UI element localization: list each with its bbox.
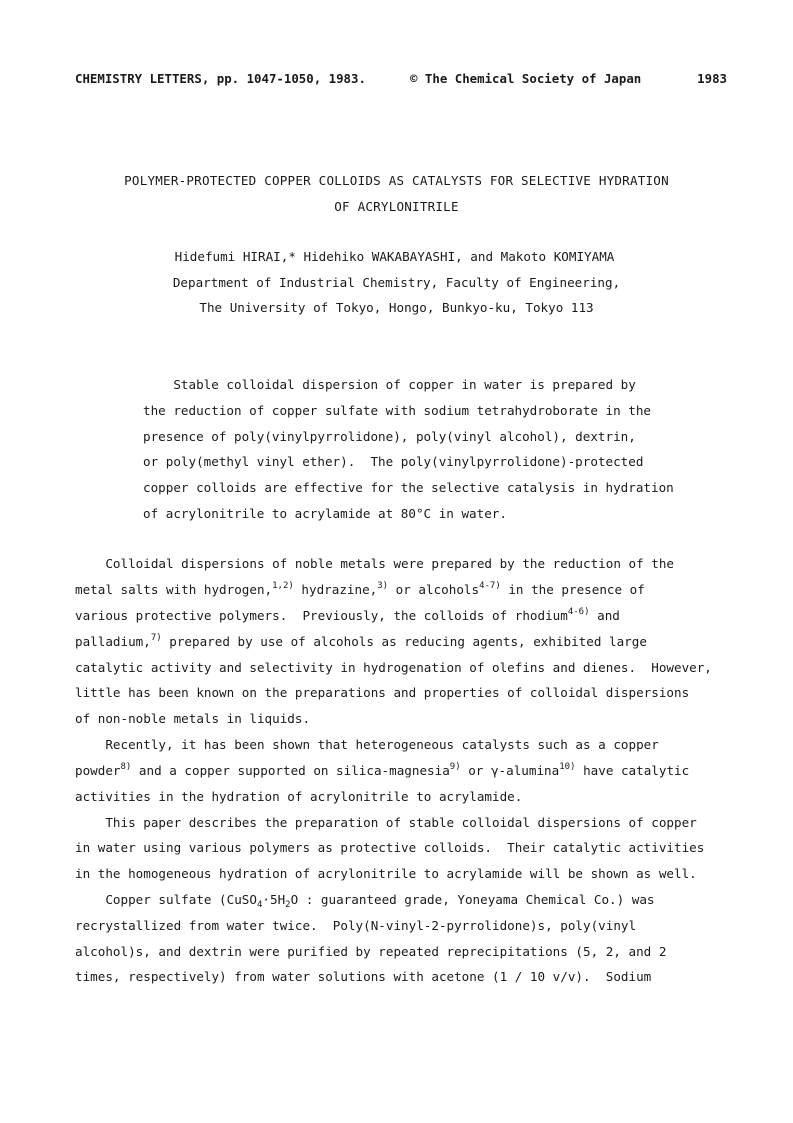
citation-superscript: 8)	[120, 762, 132, 772]
journal-citation: CHEMISTRY LETTERS, pp. 1047-1050, 1983.	[75, 71, 366, 86]
body-line: catalytic activity and selectivity in hydrogenation of olefins and dienes. However,	[75, 660, 712, 675]
citation-superscript: 4-7)	[479, 581, 501, 591]
abstract-line: of acrylonitrile to acrylamide at 80°C in water.	[143, 506, 507, 521]
copyright-notice: © The Chemical Society of Japan	[410, 71, 642, 86]
paper-title-line-1: POLYMER-PROTECTED COPPER COLLOIDS AS CATALYSTS FOR SELECTIVE HYDRATION	[124, 173, 669, 188]
citation-superscript: 4-6)	[567, 607, 590, 617]
abstract-line: presence of poly(vinylpyrrolidone), poly(vinyl alcohol), dextrin,	[143, 429, 636, 444]
abstract-line: Stable colloidal dispersion of copper in water is prepared by	[143, 377, 636, 392]
abstract-line: or poly(methyl vinyl ether). The poly(vinylpyrrolidone)-protected	[143, 454, 644, 469]
body-line: little has been known on the preparations and properties of colloidal dispersions	[75, 685, 690, 700]
citation-superscript: 10)	[559, 762, 576, 772]
body-line: activities in the hydration of acrylonitrile to acrylamide.	[75, 789, 523, 804]
body-line: This paper describes the preparation of stable colloidal dispersions of copper	[75, 815, 697, 830]
body-line: Recently, it has been shown that heterogeneous catalysts such as a copper	[75, 737, 659, 752]
subscript: 4	[256, 900, 263, 910]
subscript: 2	[285, 900, 291, 910]
abstract-line: copper colloids are effective for the selective catalysis in hydration	[143, 480, 674, 495]
affiliation-line-1: Department of Industrial Chemistry, Faculty of Engineering,	[172, 275, 621, 290]
author-list: Hidefumi HIRAI,* Hidehiko WAKABAYASHI, and Makoto KOMIYAMA	[174, 249, 615, 264]
body-line: in the homogeneous hydration of acrylonitrile to acrylamide will be shown as well.	[75, 866, 697, 881]
header-year: 1983	[697, 71, 727, 86]
citation-superscript: 3)	[377, 581, 389, 591]
body-line: powder$^{8)}$ and a copper supported on silica-magnesia$^{9)}$ or γ-alumina$^{10)}$ have catalytic	[75, 762, 690, 778]
body-line: Colloidal dispersions of noble metals were prepared by the reduction of the	[75, 556, 674, 571]
body-line: Copper sulfate ($CuSO_4\cdot 5H_2O$ : guaranteed grade, Yoneyama Chemical Co.) was	[75, 892, 655, 910]
citation-superscript: 1,2)	[272, 581, 294, 591]
body-line: in water using various polymers as protective colloids. Their catalytic activities	[75, 840, 705, 855]
paper-title-line-2: OF ACRYLONITRILE	[334, 199, 459, 214]
citation-superscript: 7)	[150, 633, 162, 643]
affiliation-line-2: The University of Tokyo, Hongo, Bunkyo-ku, Tokyo 113	[199, 300, 594, 315]
body-line: times, respectively) from water solutions with acetone (1 / 10 v/v). Sodium	[75, 969, 652, 984]
body-line: various protective polymers. Previously, the colloids of rhodium$^{4-6)}$ and	[75, 607, 620, 623]
body-line: alcohol)s, and dextrin were purified by repeated reprecipitations (5, 2, and 2	[75, 944, 667, 959]
body-line: palladium,$^{7)}$ prepared by use of alcohols as reducing agents, exhibited large	[75, 633, 647, 649]
body-line: metal salts with hydrogen,$^{1,2)}$ hydrazine,$^{3)}$ or alcohols$^{4-7)}$ in the presence of	[75, 581, 645, 597]
body-line: recrystallized from water twice. Poly(N-vinyl-2-pyrrolidone)s, poly(vinyl	[75, 918, 637, 933]
body-line: of non-noble metals in liquids.	[75, 711, 311, 726]
citation-superscript: 9)	[449, 762, 461, 772]
abstract-line: the reduction of copper sulfate with sodium tetrahydroborate in the	[143, 403, 651, 418]
